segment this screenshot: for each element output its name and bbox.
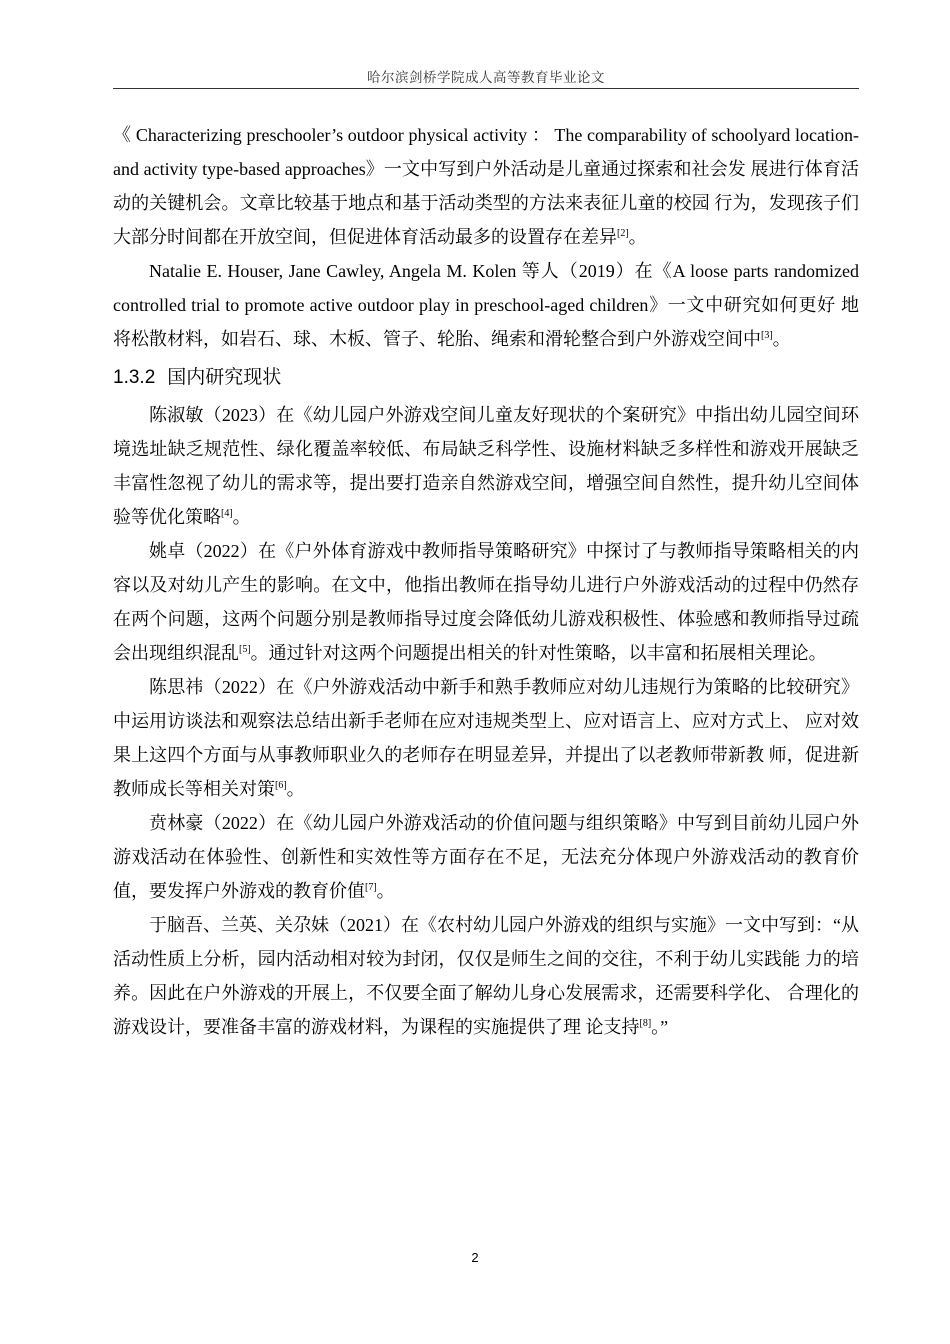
running-header: 哈尔滨剑桥学院成人高等教育毕业论文 bbox=[367, 70, 605, 85]
paragraph-text: 陈思祎（2022）在《户外游戏活动中新手和熟手教师应对幼儿违规行为策略的比较研究》中运用访谈法和观察法总结出新手老师在应对违规类型上、应对语言上、应对方式上、 应对效果上这四个方面与从事教师职业久的老师存在明显差异，并提出了以老教师带新教 师，促进新教师成长等相关对策 bbox=[113, 677, 859, 799]
paragraph-domestic-5 bbox=[113, 908, 859, 1044]
paragraph-domestic-3 bbox=[113, 670, 859, 806]
paragraph-foreign-2 bbox=[113, 254, 859, 356]
section-title: 国内研究现状 bbox=[167, 366, 282, 388]
paragraph-domestic-4 bbox=[113, 806, 859, 908]
section-heading bbox=[113, 356, 859, 398]
paragraph-text: 姚卓（2022）在《户外体育游戏中教师指导策略研究》中探讨了与教师指导策略相关的内容以及对幼儿产生的影响。在文中，他指出教师在指导幼儿进行户外游戏活动的过程中仍然存在两个问题，这两个问题分别是教师指导过度会降低幼儿游戏积极性、体验感和教师指导过疏会出现组织混乱 bbox=[113, 541, 859, 663]
paragraph-text: 贲林豪（2022）在《幼儿园户外游戏活动的价值问题与组织策略》中写到目前幼儿园户外游戏活动在体验性、创新性和实效性等方面存在不足，无法充分体现户外游戏活动的教育价值，要发挥户外游戏的教育价值 bbox=[113, 813, 859, 901]
citation-ref: [2] bbox=[617, 228, 629, 239]
paragraph-tail: 。 bbox=[376, 881, 395, 901]
citation-ref: [7] bbox=[365, 882, 377, 893]
citation-ref: [4] bbox=[221, 508, 233, 519]
header-divider bbox=[113, 88, 859, 89]
paragraph-tail: 。 bbox=[232, 507, 251, 527]
citation-ref: [8] bbox=[639, 1018, 652, 1029]
paragraph-tail: 。 bbox=[628, 227, 647, 247]
paragraph-tail: 。” bbox=[651, 1017, 669, 1037]
paragraph-text: 陈淑敏（2023）在《幼儿园户外游戏空间儿童友好现状的个案研究》中指出幼儿园空间环境选址缺乏规范性、绿化覆盖率较低、布局缺乏科学性、设施材料缺乏多样性和游戏开展缺乏丰富性忽视了幼儿的需求等，提出要打造亲自然游戏空间，增强空间自然性，提升幼儿空间体验等优化策略 bbox=[113, 405, 859, 527]
paragraph-text: 《 Characterizing preschooler’s outdoor physical activity ： The comparability of schoolyard location- and activity type-based approaches》一文中写到户外活动是儿童通过探索和社会发 展进行体育活动的关键机会。文章比较基于地点和基于活动类型的方法来表征儿童的校园 行为，发现孩子们大部分时间都在开放空间，但促进体育活动最多的设置存在差异 bbox=[113, 125, 859, 247]
paragraph-tail: 。 bbox=[772, 329, 791, 349]
paragraph-tail: 。通过针对这两个问题提出相关的针对性策略，以丰富和拓展相关理论。 bbox=[250, 643, 827, 663]
paragraph-foreign-1 bbox=[113, 118, 859, 254]
paragraph-text: 于脑吾、兰英、关尕妹（2021）在《农村幼儿园户外游戏的组织与实施》一文中写到：“从活动性质上分析，园内活动相对较为封闭，仅仅是师生之间的交往，不利于幼儿实践能 力的培养。因此在户外游戏的开展上，不仅要全面了解幼儿身心发展需求，还需要科学化、 合理化的游戏设计，要准备丰富的游戏材料，为课程的实施提供了理 论支持 bbox=[113, 915, 859, 1037]
paragraph-domestic-2 bbox=[113, 534, 859, 670]
page-body bbox=[113, 118, 859, 1044]
paragraph-tail: 。 bbox=[286, 779, 305, 799]
citation-ref: [6] bbox=[275, 780, 287, 791]
paragraph-domestic-1 bbox=[113, 398, 859, 534]
citation-ref: [3] bbox=[761, 330, 773, 341]
citation-ref: [5] bbox=[239, 644, 251, 655]
paragraph-text: Natalie E. Houser, Jane Cawley, Angela M. Kolen 等人（2019）在《A loose parts randomized controlled trial to promote active outdoor play in preschool-aged children》一文中研究如何更好 地将松散材料，如岩石、球、木板、管子、轮胎、绳索和滑轮整合到户外游戏空间中 bbox=[113, 261, 859, 349]
page-number: 2 bbox=[471, 1250, 479, 1265]
section-number: 1.3.2 bbox=[113, 367, 156, 388]
